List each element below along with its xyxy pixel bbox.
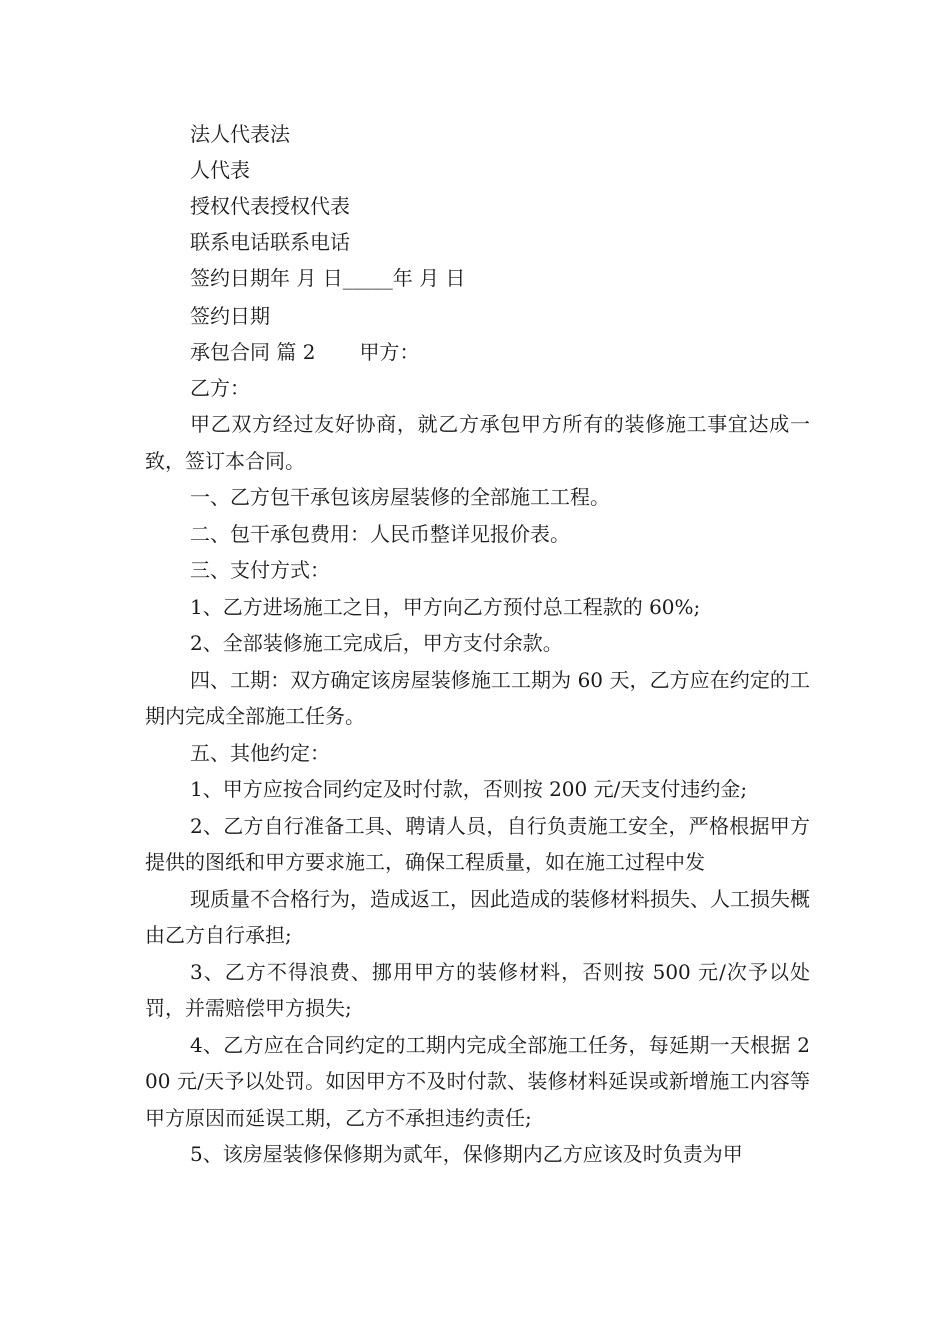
contract-title: 承包合同 篇 2: [190, 340, 316, 364]
other-item-1: 1、甲方应按合同约定及时付款，否则按 200 元/天支付违约金;: [190, 777, 748, 801]
contact-phone-line: 联系电话联系电话: [190, 230, 350, 254]
other-item-2-continued: 现质量不合格行为，造成返工，因此造成的装修材料损失、人工损失概由乙方自行承担;: [145, 886, 810, 947]
representative-line: 人代表: [190, 158, 250, 182]
other-item-5: 5、该房屋装修保修期为贰年，保修期内乙方应该及时负责为甲: [190, 1142, 743, 1166]
clause-4: 四、工期：双方确定该房屋装修施工工期为 60 天，乙方应在约定的工期内完成全部施工任务。: [145, 667, 810, 728]
payment-item-2: 2、全部装修施工完成后，甲方支付余款。: [190, 631, 563, 655]
clause-1: 一、乙方包干承包该房屋装修的全部施工工程。: [190, 485, 610, 509]
other-item-3: 3、乙方不得浪费、挪用甲方的装修材料，否则按 500 元/次予以处罚，并需赔偿甲方损失;: [145, 959, 810, 1020]
party-b-label: 乙方：: [190, 376, 250, 400]
contract-heading: [145, 334, 810, 370]
clause-5-heading: 五、其他约定：: [190, 740, 330, 765]
document-body: [145, 116, 810, 1173]
clause-3-heading: 三、支付方式：: [190, 558, 330, 582]
signing-date-label: 签约日期: [190, 304, 270, 328]
clause-2: 二、包干承包费用：人民币整详见报价表。: [190, 521, 570, 546]
authorized-representative-line: 授权代表授权代表: [190, 194, 350, 218]
signature-block: [145, 116, 810, 334]
legal-representative-line: 法人代表法: [190, 122, 290, 146]
other-item-2: 2、乙方自行准备工具、聘请人员，自行负责施工安全，严格根据甲方提供的图纸和甲方要求施工，确保工程质量，如在施工过程中发: [145, 813, 810, 874]
intro-paragraph: 甲乙双方经过友好协商，就乙方承包甲方所有的装修施工事宜达成一致，签订本合同。: [145, 412, 810, 473]
other-item-4: 4、乙方应在合同约定的工期内完成全部施工任务，每延期一天根据 200 元/天予以处罚。如因甲方不及时付款、装修材料延误或新增施工内容等甲方原因而延误工期，乙方不承担违约责任;: [145, 1032, 810, 1130]
party-a-label: 甲方：: [359, 340, 420, 364]
signing-date-line: 签约日期年 月 日_____年 月 日: [190, 266, 466, 290]
payment-item-1: 1、乙方进场施工之日，甲方向乙方预付总工程款的 60%;: [190, 594, 701, 619]
